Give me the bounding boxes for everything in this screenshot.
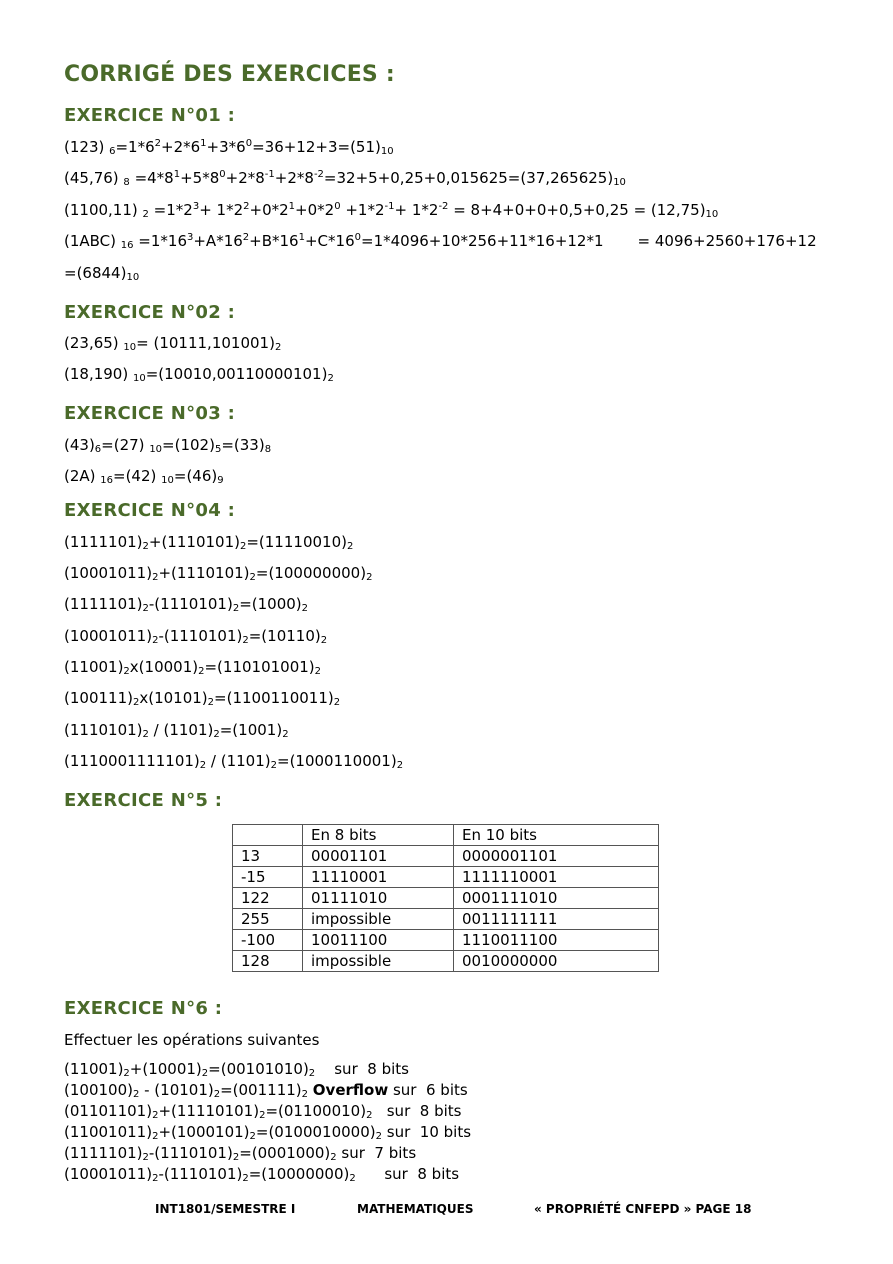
exercise-4-line: $(100111)_2x(10101)_2=(1100110011)_2$ [64,689,341,708]
table-row [233,951,659,972]
table-cell: 11110001 [303,867,454,888]
exercise-4-line: $(1110001111101)_2 / (1101)_2=(1000110001)_2$ [64,752,404,771]
exercise-4-line: $(1111101)_2-(1110101)_2=(1000)_2$ [64,595,309,614]
conversion-table [232,824,659,972]
exercise-1-line-4: (1ABC) $_{16} =1*16^3+A*16^2+B*16^1+C*16^0=1*4096+10*256+11*16+12*1 = 4096+2560+176+12$ [64,232,817,251]
exercise-6-line: $(100100)_2 - (10101)_2=(001111)_2$ Overflow sur 6 bits [64,1081,468,1100]
footer-page: « PROPRIÉTÉ CNFEPD » PAGE 18 [534,1202,752,1216]
exercise-2-line-1: (23,65) $_{10}= (10111,101001)_2$ [64,334,282,353]
table-cell: 0011111111 [454,909,659,930]
exercise-2-line-2: (18,190) $_{10}=(10010,00110000101)_2$ [64,365,334,384]
table-cell: 1111110001 [454,867,659,888]
table-cell: 0010000000 [454,951,659,972]
table-row [233,846,659,867]
exercise-6-line: $(11001011)_2+(1000101)_2=(0100010000)_2$ sur 10 bits [64,1123,472,1142]
exercise-6-line: $(11001)_2+(10001)_2=(00101010)_2$ sur 8 bits [64,1060,409,1079]
table-cell: 0000001101 [454,846,659,867]
exercise-1-line-5: $=(6844)_{10}$ [64,264,140,283]
exercise-1-line-2: (45,76) $_8 =4*8^1+5*8^0+2*8^{-1}+2*8^{-2}=32+5+0,25+0,015625=(37,265625)_{10}$ [64,169,626,188]
table-cell: 0001111010 [454,888,659,909]
exercise-3-line-1: $(43)_6=(27)$ $_{10}=(102)_5=(33)_8$ [64,436,272,455]
exercise-3-title: EXERCICE N°03 : [64,403,236,424]
table-header-cell: En 8 bits [303,825,454,846]
exercise-2-title: EXERCICE N°02 : [64,302,236,323]
table-row [233,930,659,951]
table-header-cell [233,825,303,846]
table-row [233,888,659,909]
overflow-label: Overflow [312,1081,389,1099]
exercise-6-line: $(1111101)_2-(1110101)_2=(0001000)_2$ sur 7 bits [64,1144,417,1163]
exercise-4-title: EXERCICE N°04 : [64,500,236,521]
table-cell: -100 [233,930,303,951]
exercise-3-line-2: (2A) $_{16}$=(42) $_{10}=(46)_9$ [64,467,224,486]
table-cell: 255 [233,909,303,930]
table-cell: 00001101 [303,846,454,867]
exercise-6-line: $(10001011)_2-(1110101)_2=(10000000)_2$ sur 8 bits [64,1165,460,1184]
page-title: CORRIGÉ DES EXERCICES : [64,62,395,87]
table-cell: 10011100 [303,930,454,951]
footer-subject: MATHEMATIQUES [357,1202,474,1216]
table-cell: 01111010 [303,888,454,909]
table-cell: impossible [303,909,454,930]
exercise-4-line: $(10001011)_2+(1110101)_2=(100000000)_2$ [64,564,373,583]
table-cell: 128 [233,951,303,972]
table-cell: 13 [233,846,303,867]
exercise-1-line-3: (1100,11) $_2 =1*2^3+ 1*2^2+0*2^1+0*2^0 +1*2^{-1}+ 1*2^{-2} = 8+4+0+0+0,5+0,25 = (12,75)_{10}$ [64,201,719,220]
exercise-4-line: $(1111101)_2+(1110101)_2=(11110010)_2$ [64,533,354,552]
exercise-1-title: EXERCICE N°01 : [64,105,236,126]
footer-course: INT1801/SEMESTRE I [155,1202,296,1216]
exercise-4-line: $(10001011)_2-(1110101)_2=(10110)_2$ [64,627,328,646]
exercise-4-line: $(11001)_2x(10001)_2=(110101001)_2$ [64,658,322,677]
table-cell: impossible [303,951,454,972]
table-header-row [233,825,659,846]
exercise-5-title: EXERCICE N°5 : [64,790,223,811]
table-row [233,867,659,888]
table-cell: -15 [233,867,303,888]
exercise-6-intro: Effectuer les opérations suivantes [64,1031,320,1049]
table-header-cell: En 10 bits [454,825,659,846]
table-row [233,909,659,930]
exercise-1-line-1: (123) $_6=1*6^2+2*6^1+3*6^0=36+12+3=(51)_{10}$ [64,138,394,157]
table-cell: 122 [233,888,303,909]
exercise-6-title: EXERCICE N°6 : [64,998,223,1019]
table-cell: 1110011100 [454,930,659,951]
exercise-4-line: $(1110101)_2 / (1101)_2=(1001)_2$ [64,721,289,740]
exercise-6-line: $(01101101)_2+(11110101)_2=(01100010)_2$ sur 8 bits [64,1102,462,1121]
